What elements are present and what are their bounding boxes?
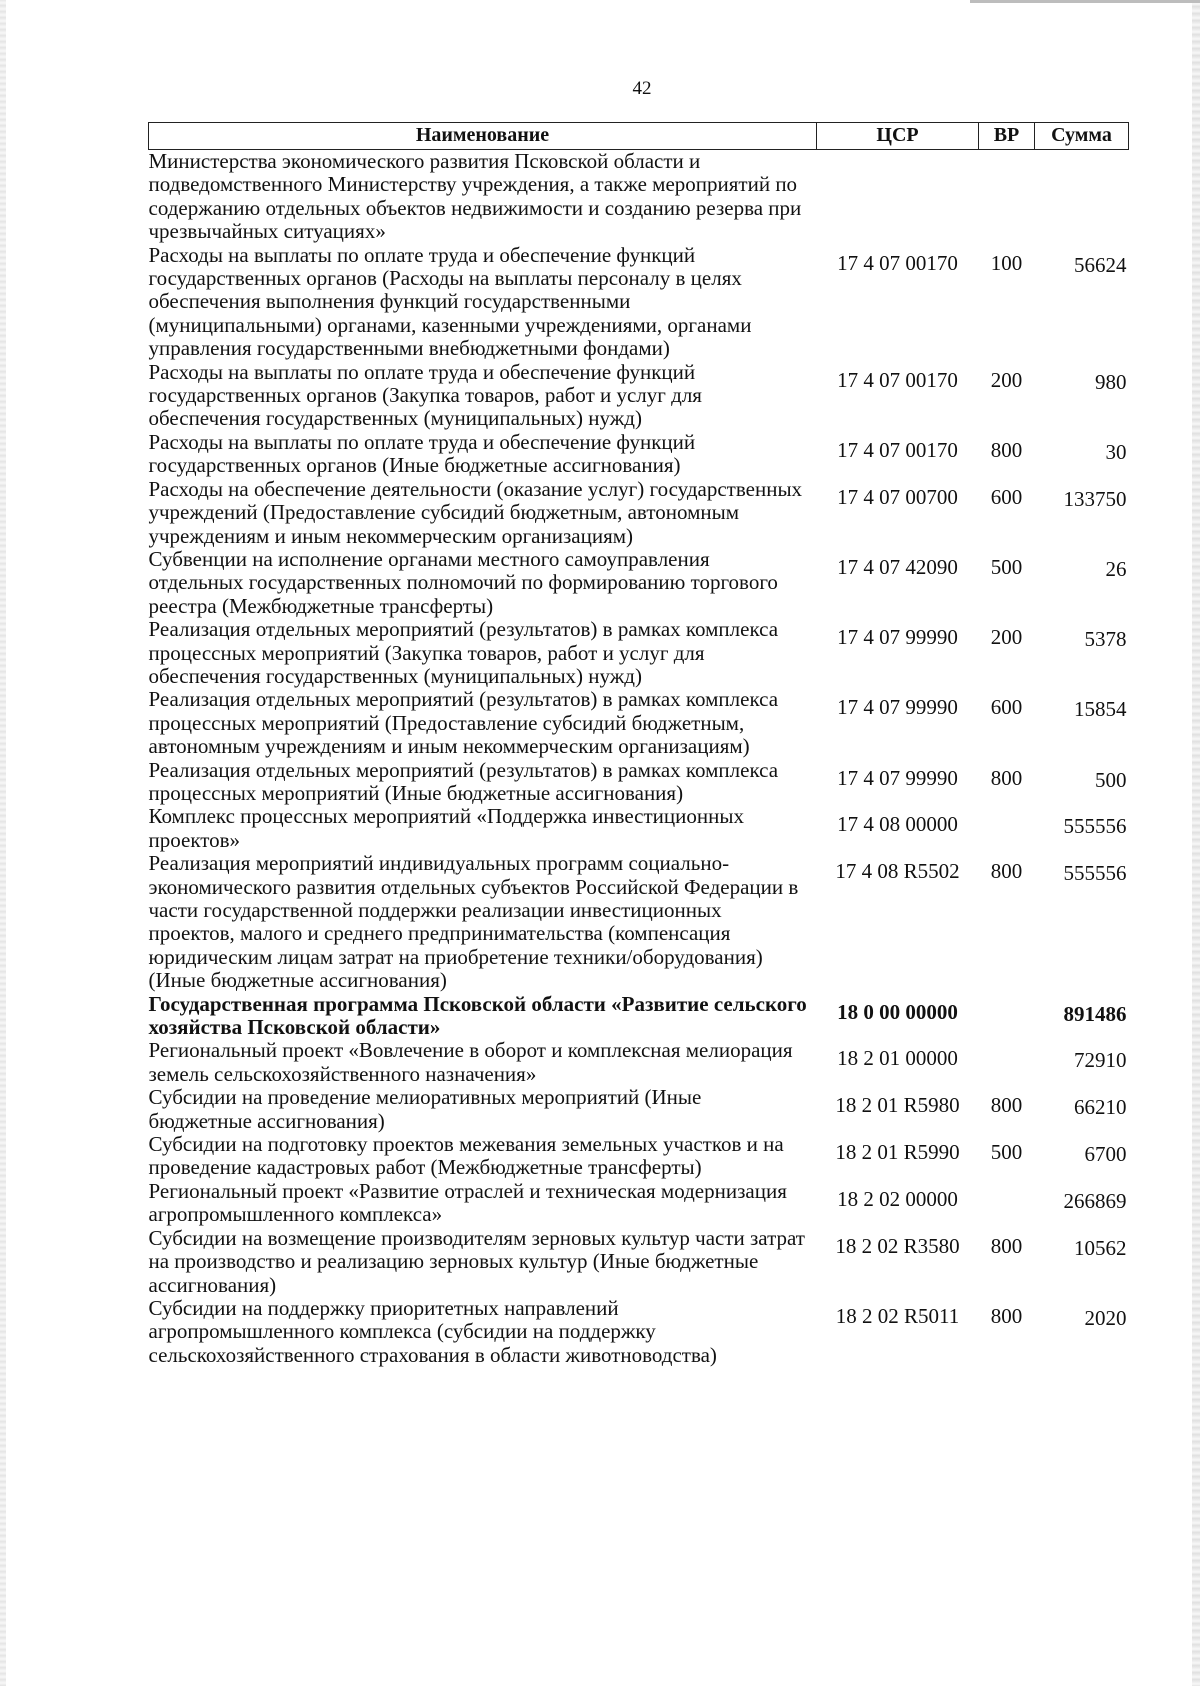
cell-csr: 17 4 07 99990 xyxy=(837,765,958,790)
cell-csr: 17 4 08 R5502 xyxy=(835,859,960,884)
cell-name: Региональный проект «Развитие отраслей и техническая модернизация агропромышленного комплекса» xyxy=(148,1178,787,1227)
table-body xyxy=(149,150,1129,1368)
cell-csr: 18 2 01 R5980 xyxy=(835,1093,960,1118)
cell-vr: 600 xyxy=(990,484,1023,509)
table-row xyxy=(149,1039,1129,1086)
cell-csr: 17 4 07 42090 xyxy=(837,554,958,579)
table-row xyxy=(149,431,1129,478)
table-row xyxy=(149,1297,1129,1367)
cell-csr: 18 0 00 00000 xyxy=(837,999,958,1024)
table-row xyxy=(149,759,1129,806)
cell-name: Субсидии на поддержку приоритетных направлений агропромышленного комплекса (субсидии на поддержку сельскохозяйственного страхования в области животноводства) xyxy=(148,1295,717,1367)
cell-vr: 100 xyxy=(990,250,1023,275)
header-vr: ВР xyxy=(979,123,1035,150)
cell-sum: 10562 xyxy=(1074,1235,1127,1260)
table-header xyxy=(149,123,1129,150)
cell-csr: 18 2 02 R3580 xyxy=(835,1233,960,1258)
table-row xyxy=(149,993,1129,1040)
cell-vr: 800 xyxy=(990,437,1023,462)
budget-table xyxy=(148,122,1129,1367)
cell-sum: 5378 xyxy=(1084,627,1127,652)
cell-vr: 800 xyxy=(990,1233,1023,1258)
cell-csr: 18 2 01 R5990 xyxy=(835,1140,960,1165)
cell-name: Реализация отдельных мероприятий (результатов) в рамках комплекса процессных мероприятий (Закупка товаров, работ и услуг для обеспечения государственных (муниципальных) нужд) xyxy=(148,617,779,688)
cell-sum: 30 xyxy=(1105,439,1127,464)
cell-name: Реализация мероприятий индивидуальных программ социально-экономического развития отдельных субъектов Российской Федерации в части государственной поддержки реализации инвестиционных проектов, малого и среднего предпринимательства (компенсация юридическим лицам затрат на приобретение техники/оборудования) (Иные бюджетные ассигнования) xyxy=(148,851,799,993)
cell-name: Субсидии на проведение мелиоративных мероприятий (Иные бюджетные ассигнования) xyxy=(148,1085,702,1133)
table-row xyxy=(149,244,1129,361)
cell-name: Министерства экономического развития Псковской области и подведомственного Министерству учреждения, а также мероприятий по содержанию отдельных объектов недвижимости и созданию резерва при чрезвычайных ситуациях» xyxy=(148,149,802,244)
cell-sum: 6700 xyxy=(1084,1142,1127,1167)
cell-sum: 980 xyxy=(1095,369,1127,394)
scan-edge-right xyxy=(1192,0,1200,1686)
page-number: 42 xyxy=(632,78,652,99)
cell-sum: 72910 xyxy=(1074,1048,1127,1073)
cell-csr: 17 4 07 00700 xyxy=(837,484,958,509)
cell-name: Реализация отдельных мероприятий (результатов) в рамках комплекса процессных мероприятий (Иные бюджетные ассигнования) xyxy=(148,757,779,805)
cell-vr xyxy=(979,805,1035,852)
cell-sum: 15854 xyxy=(1074,697,1127,722)
cell-name: Комплекс процессных мероприятий «Поддержка инвестиционных проектов» xyxy=(148,804,744,852)
cell-sum: 133750 xyxy=(1063,486,1127,511)
table-row xyxy=(149,688,1129,758)
cell-vr xyxy=(979,150,1035,244)
cell-vr xyxy=(979,993,1035,1040)
cell-vr: 500 xyxy=(990,554,1023,579)
cell-sum: 555556 xyxy=(1063,861,1127,886)
cell-name: Реализация отдельных мероприятий (результатов) в рамках комплекса процессных мероприятий (Предоставление субсидий бюджетным, автономным учреждениям и иным некоммерческим организациям) xyxy=(148,687,779,759)
table-row xyxy=(149,618,1129,688)
table-row xyxy=(149,548,1129,618)
cell-name: Субсидии на подготовку проектов межевания земельных участков и на проведение кадастровых работ (Межбюджетные трансферты) xyxy=(148,1132,784,1180)
scan-edge-left xyxy=(0,0,6,1686)
cell-sum: 26 xyxy=(1105,556,1127,581)
cell-sum: 66210 xyxy=(1074,1095,1127,1120)
cell-csr: 17 4 07 00170 xyxy=(837,367,958,392)
cell-name: Расходы на выплаты по оплате труда и обеспечение функций государственных органов (Иные бюджетные ассигнования) xyxy=(148,429,696,478)
cell-sum: 891486 xyxy=(1063,1001,1127,1026)
header-csr: ЦСР xyxy=(817,123,979,150)
cell-sum xyxy=(1035,150,1129,244)
cell-csr: 18 2 02 00000 xyxy=(837,1186,958,1211)
cell-name: Государственная программа Псковской области «Развитие сельского хозяйства Псковской области» xyxy=(148,991,807,1040)
table-row xyxy=(149,361,1129,431)
cell-sum: 2020 xyxy=(1084,1305,1127,1330)
cell-vr: 800 xyxy=(990,765,1023,790)
cell-vr xyxy=(979,1180,1035,1227)
cell-vr: 500 xyxy=(990,1140,1023,1165)
table-row xyxy=(149,478,1129,548)
table-row xyxy=(149,1227,1129,1297)
cell-csr: 17 4 08 00000 xyxy=(837,812,958,837)
cell-vr: 600 xyxy=(990,695,1023,720)
cell-csr: 18 2 02 R5011 xyxy=(835,1303,960,1328)
cell-name: Расходы на выплаты по оплате труда и обеспечение функций государственных органов (Закупка товаров, работ и услуг для обеспечения государственных (муниципальных) нужд) xyxy=(148,359,702,431)
cell-vr xyxy=(979,1039,1035,1086)
cell-vr: 800 xyxy=(990,1093,1023,1118)
cell-sum: 500 xyxy=(1095,767,1127,792)
table-row xyxy=(149,852,1129,992)
cell-sum: 266869 xyxy=(1063,1188,1127,1213)
table-row xyxy=(149,805,1129,852)
table-row xyxy=(149,1180,1129,1227)
cell-name: Расходы на обеспечение деятельности (оказание услуг) государственных учреждений (Предоставление субсидий бюджетным, автономным учреждениям и иным некоммерческим организациям) xyxy=(148,476,803,548)
cell-csr xyxy=(817,150,979,244)
table-row xyxy=(149,1133,1129,1180)
cell-vr: 800 xyxy=(990,859,1023,884)
header-row xyxy=(149,123,1129,150)
cell-csr: 17 4 07 00170 xyxy=(837,437,958,462)
cell-name: Расходы на выплаты по оплате труда и обеспечение функций государственных органов (Расходы на выплаты персоналу в целях обеспечения выполнения функций государственными (муниципальными) органами, казенными учреждениями, органами управления государственными внебюджетными фондами) xyxy=(148,242,752,361)
table-row xyxy=(149,1086,1129,1133)
scan-edge-top xyxy=(970,0,1200,3)
cell-name: Субсидии на возмещение производителям зерновых культур части затрат на производство и реализацию зерновых культур (Иные бюджетные ассигнования) xyxy=(148,1225,805,1297)
header-name: Наименование xyxy=(149,123,817,150)
cell-vr: 200 xyxy=(990,367,1023,392)
cell-vr: 200 xyxy=(990,625,1023,650)
cell-name: Субвенции на исполнение органами местного самоуправления отдельных государственных полномочий по формированию торгового реестра (Межбюджетные трансферты) xyxy=(148,546,778,618)
cell-csr: 17 4 07 99990 xyxy=(837,695,958,720)
cell-name: Региональный проект «Вовлечение в оборот и комплексная мелиорация земель сельскохозяйственного назначения» xyxy=(148,1038,793,1086)
cell-vr: 800 xyxy=(990,1303,1023,1328)
cell-csr: 17 4 07 00170 xyxy=(837,250,958,275)
cell-csr: 18 2 01 00000 xyxy=(837,1046,958,1071)
table-row xyxy=(149,150,1129,244)
header-sum: Сумма xyxy=(1035,123,1129,150)
cell-csr: 17 4 07 99990 xyxy=(837,625,958,650)
cell-sum: 56624 xyxy=(1074,252,1127,277)
cell-sum: 555556 xyxy=(1063,814,1127,839)
